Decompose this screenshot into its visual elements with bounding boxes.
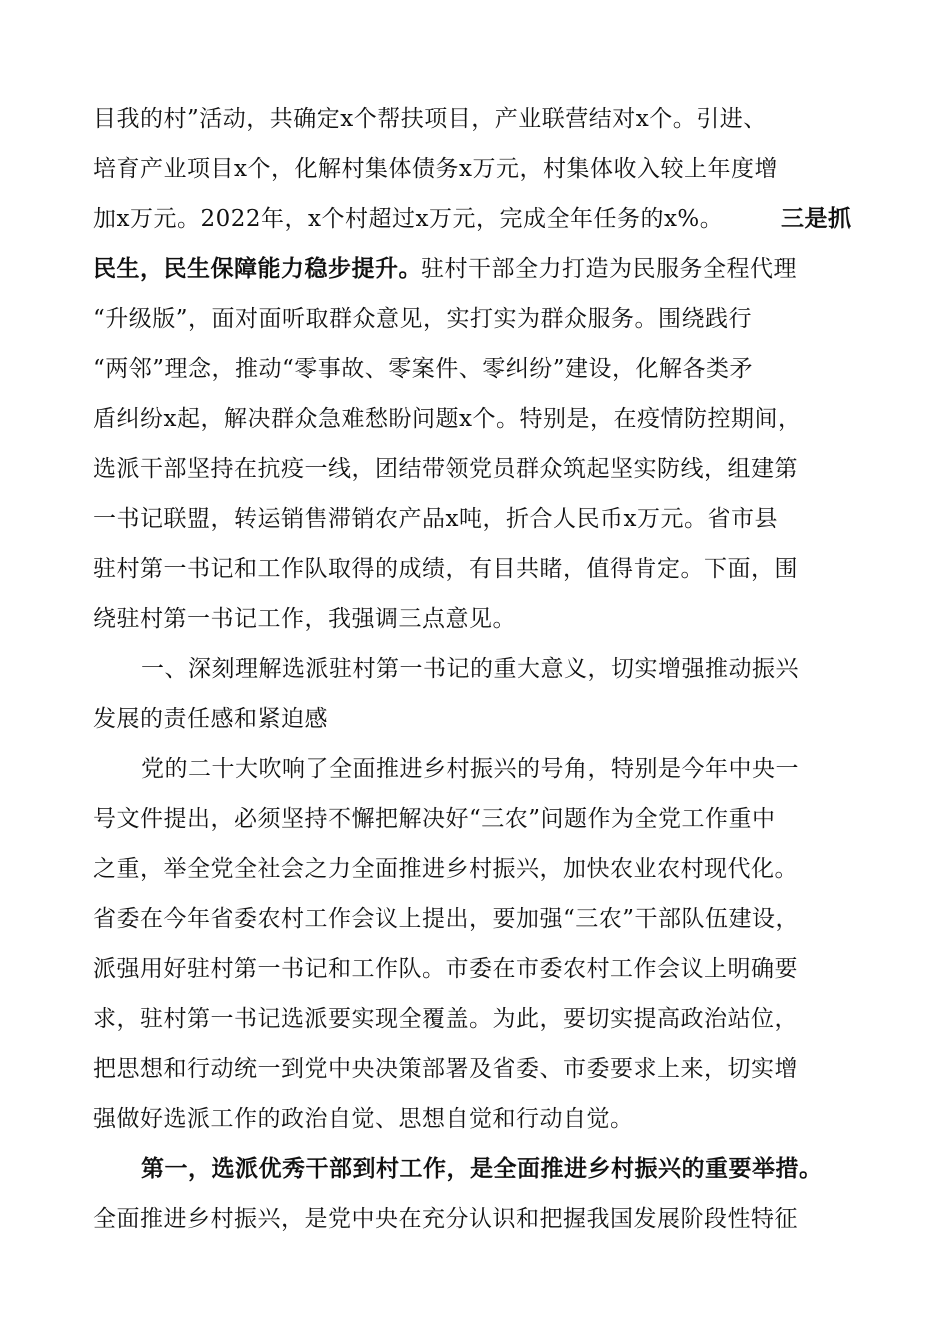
paragraph-2-line-4 — [0, 894, 950, 944]
bold-phrase: 民生，民生保障能力稳步提升。 — [93, 256, 422, 282]
paragraph-1-line-11 — [0, 594, 950, 644]
text-line: “升级版”，面对面听取群众意见，实打实为群众服务。围绕践行 — [93, 306, 753, 332]
text-line: “两邻”理念，推动“零事故、零案件、零纠纷”建设，化解各类矛 — [93, 356, 754, 382]
paragraph-1-line-10 — [0, 544, 950, 594]
text-line: 派强用好驻村第一书记和工作队。市委在市委农村工作会议上明确要 — [93, 956, 798, 982]
paragraph-2-line-8 — [0, 1094, 950, 1144]
section-heading: 一、深刻理解选派驻村第一书记的重大意义，切实增强推动振兴 — [141, 656, 799, 682]
paragraph-1-line-9 — [0, 494, 950, 544]
text-line: 驻村干部全力打造为民服务全程代理 — [421, 256, 797, 282]
text-line: 把思想和行动统一到党中央决策部署及省委、市委要求上来，切实增 — [93, 1056, 798, 1082]
text-line: 绕驻村第一书记工作，我强调三点意见。 — [93, 606, 516, 632]
text-line: 盾纠纷x起，解决群众急难愁盼问题x个。特别是，在疫情防控期间， — [93, 406, 802, 432]
paragraph-1-line-5 — [0, 294, 950, 344]
text-line: 求，驻村第一书记选派要实现全覆盖。为此，要切实提高政治站位， — [93, 1006, 798, 1032]
text-line: 选派干部坚持在抗疫一线，团结带领党员群众筑起坚实防线，组建第 — [93, 456, 798, 482]
paragraph-1-line-7 — [0, 394, 950, 444]
paragraph-3-line-2 — [0, 1194, 950, 1244]
paragraph-3-line-1 — [0, 1144, 950, 1194]
text-line: 驻村第一书记和工作队取得的成绩，有目共睹，值得肯定。下面，围 — [93, 556, 798, 582]
bold-phrase: 三是抓 — [781, 206, 852, 232]
section-heading: 发展的责任感和紧迫感 — [93, 706, 328, 732]
paragraph-2-line-3 — [0, 844, 950, 894]
paragraph-2-line-1 — [0, 744, 950, 794]
section-heading-line-2 — [0, 694, 950, 744]
paragraph-2-line-2 — [0, 794, 950, 844]
text-line: 加x万元。2022年，x个村超过x万元，完成全年任务的x%。 — [93, 206, 724, 232]
text-line: 号文件提出，必须坚持不懈把解决好“三农”问题作为全党工作重中 — [93, 806, 776, 832]
text-line: 一书记联盟，转运销售滞销农产品x吨，折合人民币x万元。省市县 — [93, 506, 778, 532]
text-line: 之重，举全党全社会之力全面推进乡村振兴，加快农业农村现代化。 — [93, 856, 798, 882]
text-line: 目我的村”活动，共确定x个帮扶项目，产业联营结对x个。引进、 — [93, 106, 767, 132]
paragraph-1-line-1 — [0, 94, 950, 144]
paragraph-1-line-4 — [0, 244, 950, 294]
paragraph-2-line-6 — [0, 994, 950, 1044]
text-line: 培育产业项目x个，化解村集体债务x万元，村集体收入较上年度增 — [93, 156, 778, 182]
paragraph-1-line-2 — [0, 144, 950, 194]
paragraph-1-line-3 — [0, 194, 950, 244]
text-line: 全面推进乡村振兴，是党中央在充分认识和把握我国发展阶段性特征 — [93, 1206, 798, 1232]
paragraph-2-line-5 — [0, 944, 950, 994]
section-heading-line-1 — [0, 644, 950, 694]
paragraph-2-line-7 — [0, 1044, 950, 1094]
text-line: 党的二十大吹响了全面推进乡村振兴的号角，特别是今年中央一 — [141, 756, 799, 782]
paragraph-1-line-6 — [0, 344, 950, 394]
paragraph-1-line-8 — [0, 444, 950, 494]
text-line: 强做好选派工作的政治自觉、思想自觉和行动自觉。 — [93, 1106, 634, 1132]
bold-phrase: 第一，选派优秀干部到村工作，是全面推进乡村振兴的重要举措。 — [141, 1156, 823, 1182]
text-line: 省委在今年省委农村工作会议上提出，要加强“三农”干部队伍建设， — [93, 906, 800, 932]
